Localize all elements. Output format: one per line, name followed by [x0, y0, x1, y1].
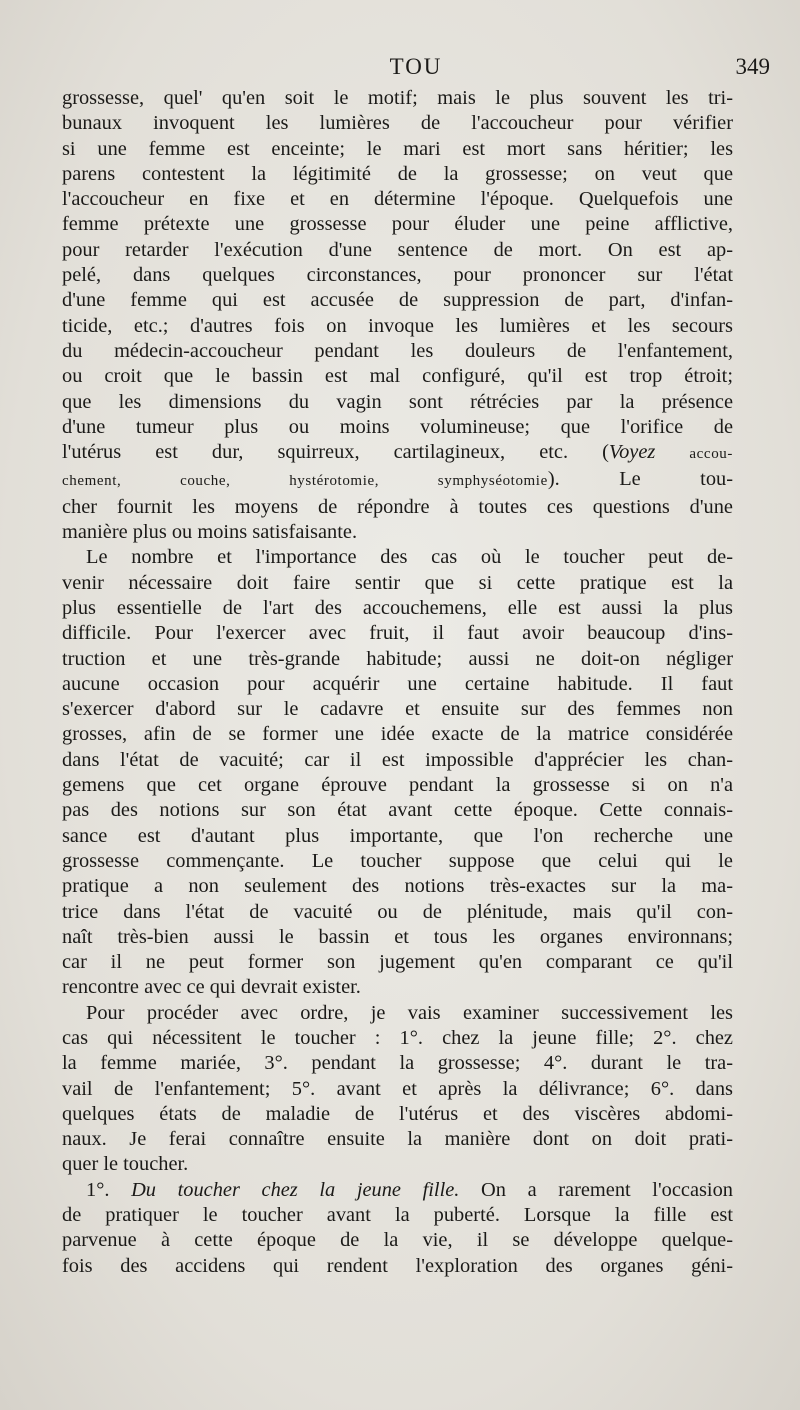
text-fragment: On a rarement l'occasion — [481, 1178, 733, 1201]
text-line: grossesse commençante. Le toucher suppose que celui qui le — [62, 849, 733, 872]
text-line: du médecin-accoucheur pendant les douleurs de l'enfantement, — [62, 339, 733, 362]
body-text — [62, 86, 733, 1279]
section-number: 1°. — [86, 1178, 110, 1201]
text-line: grosses, afin de se former une idée exacte de la matrice considérée — [62, 723, 733, 746]
text-line: rencontre avec ce qui devrait exister. — [62, 976, 361, 999]
text-line: sance est d'autant plus importante, que l'on recherche une — [62, 824, 733, 847]
text-line: vail de l'enfantement; 5°. avant et après la délivrance; 6°. dans — [62, 1077, 733, 1100]
text-line: cas qui nécessitent le toucher : 1°. chez la jeune fille; 2°. chez — [62, 1026, 733, 1049]
text-line: quelques états de maladie de l'utérus et des viscères abdomi- — [62, 1102, 733, 1125]
text-line: d'une femme qui est accusée de suppression de part, d'infan- — [62, 289, 733, 312]
text-line: trice dans l'état de vacuité ou de plénitude, mais qu'il con- — [62, 900, 733, 923]
page-header — [62, 52, 770, 88]
text-line: l'accoucheur en fixe et en détermine l'époque. Quelquefois une — [62, 188, 733, 211]
text-line: plus essentielle de l'art des accouchemens, elle est aussi la plus — [62, 596, 733, 619]
text-line: venir nécessaire doit faire sentir que si cette pratique est la — [62, 571, 733, 594]
text-line — [62, 467, 733, 494]
text-line: si une femme est enceinte; le mari est mort sans héritier; les — [62, 137, 733, 160]
see-also-voyez: Voyez — [608, 441, 656, 464]
text-line: pratique a non seulement des notions très-exactes sur la ma- — [62, 875, 733, 898]
text-line: truction et une très-grande habitude; aussi ne doit-on négliger — [62, 647, 733, 670]
running-head: TOU — [389, 54, 443, 79]
see-also-close: ). Le tou- — [547, 468, 733, 491]
text-line: ticide, etc.; d'autres fois on invoque les lumières et les secours — [62, 314, 733, 337]
text-line: pas des notions sur son état avant cette époque. Cette connais- — [62, 799, 733, 822]
text-line: parvenue à cette époque de la vie, il se développe quelque- — [62, 1229, 733, 1252]
text-fragment: l'utérus est dur, squirreux, cartilagineux, etc. — [62, 441, 569, 464]
text-line: que les dimensions du vagin sont rétrécies par la présence — [62, 390, 733, 413]
text-line: s'exercer d'abord sur le cadavre et ensuite sur des femmes non — [62, 698, 733, 721]
text-line — [62, 1178, 733, 1203]
text-line — [62, 440, 733, 467]
text-line: pour retarder l'exécution d'une sentence de mort. On est ap- — [62, 238, 733, 261]
text-line: pelé, dans quelques circonstances, pour prononcer sur l'état — [62, 264, 733, 287]
text-line: Le nombre et l'importance des cas où le toucher peut de- — [86, 546, 733, 569]
text-line: naît très-bien aussi le bassin et tous les organes environnans; — [62, 925, 733, 948]
text-line: femme prétexte une grossesse pour éluder une peine afflictive, — [62, 213, 733, 236]
text-line: gemens que cet organe éprouve pendant la grossesse si on n'a — [62, 774, 733, 797]
text-line: grossesse, quel' qu'en soit le motif; mais le plus souvent les tri- — [62, 87, 733, 109]
text-line: bunaux invoquent les lumières de l'accoucheur pour vérifier — [62, 112, 733, 135]
see-also-ref: chement, couche, hystérotomie, symphyséotomie — [62, 473, 548, 490]
see-also-ref: accou- — [689, 446, 733, 463]
text-line: ou croit que le bassin est mal configuré, qu'il est trop étroit; — [62, 365, 733, 388]
text-line: quer le toucher. — [62, 1153, 189, 1176]
text-line: Pour procéder avec ordre, je vais examiner successivement les — [86, 1001, 733, 1024]
text-line: naux. Je ferai connaître ensuite la manière dont on doit prati- — [62, 1128, 733, 1151]
text-line: la femme mariée, 3°. pendant la grossesse; 4°. durant le tra- — [62, 1052, 733, 1075]
text-line: d'une tumeur plus ou moins volumineuse; que l'orifice de — [62, 415, 733, 438]
see-also-open: ( — [602, 441, 609, 464]
section-heading: Du toucher chez la jeune fille. — [131, 1178, 460, 1201]
text-line: car il ne peut former son jugement qu'en comparant ce qu'il — [62, 951, 733, 974]
text-line: parens contestent la légitimité de la grossesse; on veut que — [62, 162, 733, 185]
text-line: cher fournit les moyens de répondre à toutes ces questions d'une — [62, 495, 733, 518]
text-line: fois des accidens qui rendent l'exploration des organes géni- — [62, 1254, 733, 1277]
text-line: manière plus ou moins satisfaisante. — [62, 521, 358, 544]
text-line: aucune occasion pour acquérir une certaine habitude. Il faut — [62, 672, 733, 695]
text-line: dans l'état de vacuité; car il est impossible d'apprécier les chan- — [62, 748, 733, 771]
page-number: 349 — [735, 54, 770, 79]
text-line: de pratiquer le toucher avant la puberté. Lorsque la fille est — [62, 1204, 733, 1227]
text-line: difficile. Pour l'exercer avec fruit, il faut avoir beaucoup d'ins- — [62, 622, 733, 645]
